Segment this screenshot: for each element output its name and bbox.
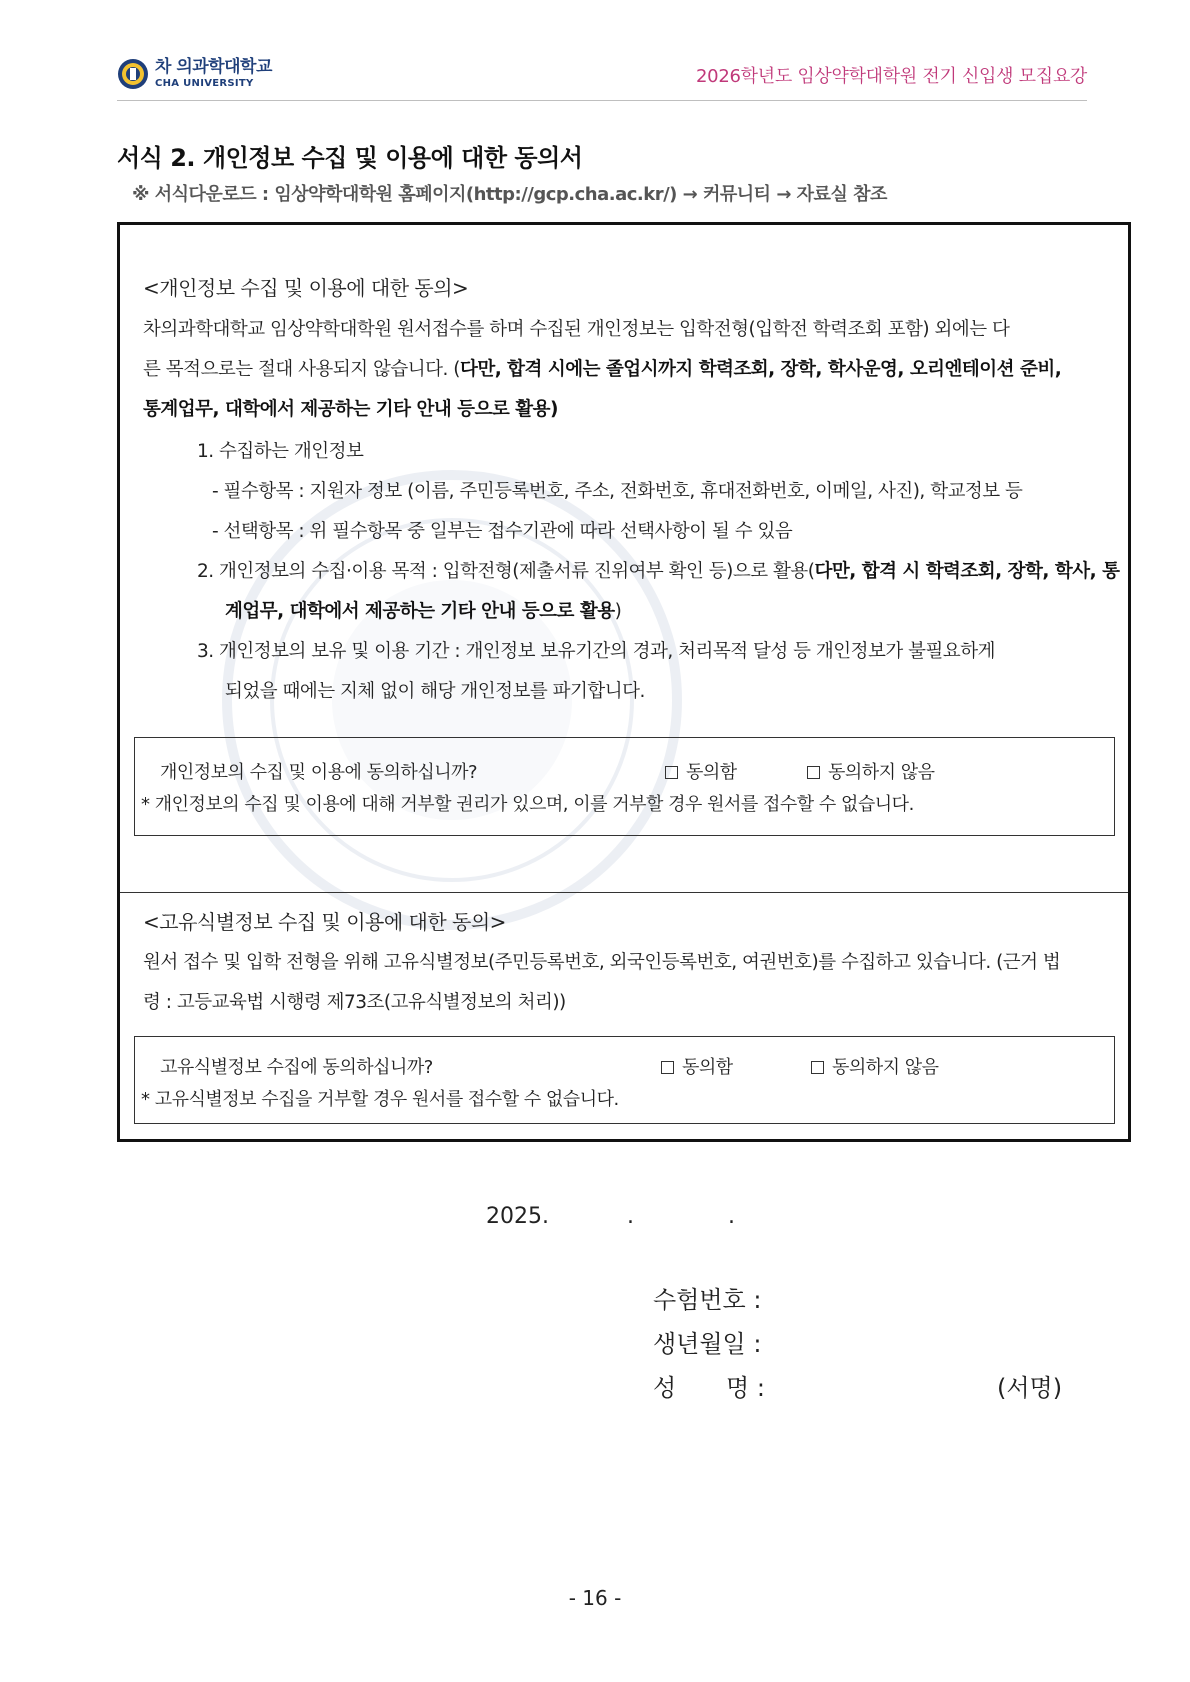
logo-english-name: CHA UNIVERSITY xyxy=(155,78,254,89)
section1-intro-line3 xyxy=(143,390,558,430)
section2-heading: <고유식별정보 수집 및 이용에 대한 동의> xyxy=(143,910,506,934)
date-year: 2025. xyxy=(486,1204,549,1229)
birth-date-label: 생년월일 : xyxy=(653,1330,762,1358)
item1-required: - 필수항목 : 지원자 정보 (이름, 주민등록번호, 주소, 전화번호, 휴대전화번호, 이메일, 사진), 학교정보 등 xyxy=(212,481,1023,502)
section2-agree-label: 동의함 xyxy=(682,1057,733,1078)
section1-intro-line2 xyxy=(143,350,1115,390)
item3-line1: 3. 개인정보의 보유 및 이용 기간 : 개인정보 보유기간의 경과, 처리목적 달성 등 개인정보가 불필요하게 xyxy=(197,641,995,662)
section-divider xyxy=(120,892,1128,893)
item1-title: 1. 수집하는 개인정보 xyxy=(197,441,364,462)
section2-consent-box xyxy=(134,1036,1115,1124)
logo-korean-name: 차 의과학대학교 xyxy=(155,57,272,77)
name-label-1: 성 xyxy=(653,1374,677,1402)
item2-bold1: 다만, 합격 시 학력조회, 장학, 학사, 통 xyxy=(814,561,1120,582)
section1-agree-label: 동의함 xyxy=(686,762,737,783)
section2-disagree-checkbox[interactable] xyxy=(811,1061,824,1074)
university-logo xyxy=(117,58,272,90)
date-line xyxy=(486,1204,735,1229)
section2-body-line2: 령 : 고등교육법 시행령 제73조(고유식별정보의 처리)) xyxy=(143,992,566,1013)
section1-intro-line2-bold: 다만, 합격 시에는 졸업시까지 학력조회, 장학, 학사운영, 오리엔테이션 준비, xyxy=(459,359,1062,380)
section1-agree-checkbox[interactable] xyxy=(665,766,678,779)
section2-consent-note: * 고유식별정보 수집을 거부할 경우 원서를 접수할 수 없습니다. xyxy=(141,1089,619,1110)
header-title: 2026학년도 임상약학대학원 전기 신입생 모집요강 xyxy=(696,66,1087,87)
section2-disagree-label: 동의하지 않음 xyxy=(832,1057,939,1078)
section1-consent-box xyxy=(134,737,1115,836)
section2-agree-option[interactable] xyxy=(661,1053,733,1079)
item2-close: ) xyxy=(614,601,622,622)
sign-label: (서명) xyxy=(997,1374,1063,1402)
section2-agree-checkbox[interactable] xyxy=(661,1061,674,1074)
section1-intro-line3-bold: 통계업무, 대학에서 제공하는 기타 안내 등으로 활용) xyxy=(143,399,558,420)
exam-number-label: 수험번호 : xyxy=(653,1286,762,1314)
item3-line2: 되었을 때에는 지체 없이 해당 개인정보를 파기합니다. xyxy=(225,681,645,702)
page-header xyxy=(117,56,1087,101)
section1-agree-option[interactable] xyxy=(665,758,737,784)
name-label-2: 명 : xyxy=(726,1374,765,1402)
page-number: - 16 - xyxy=(568,1586,622,1610)
university-emblem-icon xyxy=(117,58,149,90)
section1-intro-line2-plain: 른 목적으로는 절대 사용되지 않습니다. ( xyxy=(143,359,460,380)
section2-consent-question: 고유식별정보 수집에 동의하십니까? xyxy=(160,1057,433,1078)
section1-intro-line1: 차의과학대학교 임상약학대학원 원서접수를 하며 수집된 개인정보는 입학전형(입학전 학력조회 포함) 외에는 다 xyxy=(143,319,1010,340)
download-note: ※ 서식다운로드 : 임상약학대학원 홈페이지(http://gcp.cha.ac.kr/) → 커뮤니티 → 자료실 참조 xyxy=(132,184,887,205)
form-title: 서식 2. 개인정보 수집 및 이용에 대한 동의서 xyxy=(117,144,583,172)
item2-plain: 2. 개인정보의 수집·이용 목적 : 입학전형(제출서류 진위여부 확인 등)으로 활용( xyxy=(197,561,815,582)
section1-consent-note: * 개인정보의 수집 및 이용에 대해 거부할 권리가 있으며, 이를 거부할 경우 원서를 접수할 수 없습니다. xyxy=(141,794,914,815)
item2-bold2: 계업무, 대학에서 제공하는 기타 안내 등으로 활용 xyxy=(225,601,615,622)
section2-disagree-option[interactable] xyxy=(811,1053,939,1079)
section2-body-line1: 원서 접수 및 입학 전형을 위해 고유식별정보(주민등록번호, 외국인등록번호, 여권번호)를 수집하고 있습니다. (근거 법 xyxy=(143,952,1061,973)
section1-disagree-label: 동의하지 않음 xyxy=(828,762,935,783)
section1-disagree-option[interactable] xyxy=(807,758,935,784)
section1-disagree-checkbox[interactable] xyxy=(807,766,820,779)
section1-consent-question: 개인정보의 수집 및 이용에 동의하십니까? xyxy=(160,762,478,783)
date-day-dot: . xyxy=(727,1204,735,1229)
item1-optional: - 선택항목 : 위 필수항목 중 일부는 접수기관에 따라 선택사항이 될 수 있음 xyxy=(212,521,793,542)
section1-heading: <개인정보 수집 및 이용에 대한 동의> xyxy=(143,276,469,300)
item2-line1 xyxy=(197,552,1119,592)
item2-line2 xyxy=(225,592,621,632)
date-month-dot: . xyxy=(626,1204,634,1229)
